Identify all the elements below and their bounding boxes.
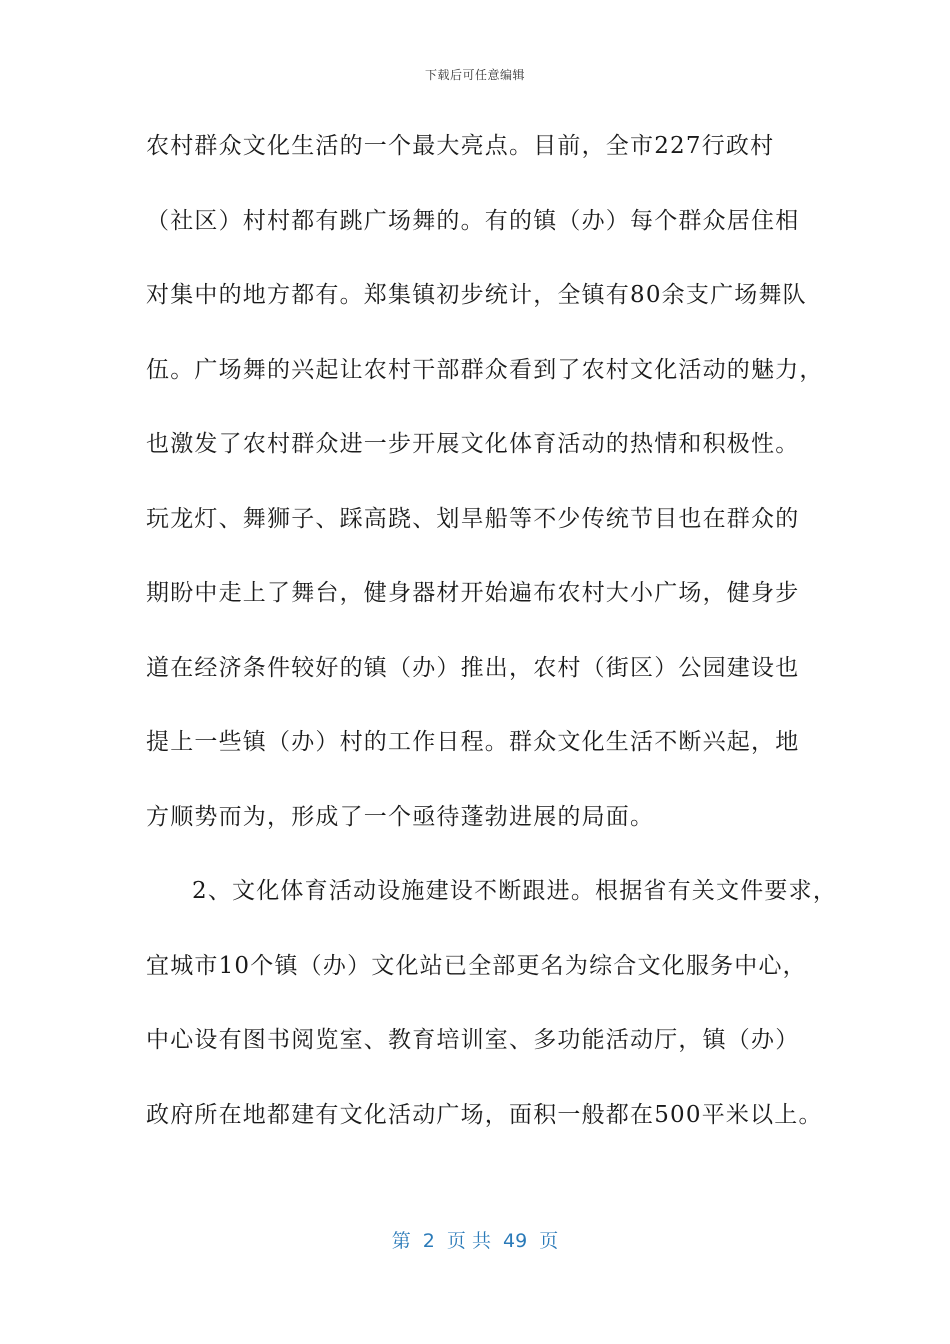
- text-line: 期盼中走上了舞台，健身器材开始遍布农村大小广场，健身步: [146, 580, 800, 606]
- text-line: 也激发了农村群众进一步开展文化体育活动的热情和积极性。: [146, 431, 800, 457]
- text-line: 道在经济条件较好的镇（办）推出，农村（街区）公园建设也: [146, 654, 800, 681]
- text-line: 宜城市10个镇（办）文化站已全部更名为综合文化服务中心，: [146, 952, 807, 979]
- text-line: 伍。广场舞的兴起让农村干部群众看到了农村文化活动的魅力，: [146, 356, 824, 383]
- text-line: 玩龙灯、舞狮子、踩高跷、划旱船等不少传统节目也在群众的: [146, 505, 800, 532]
- text-line: 方顺势而为，形成了一个亟待蓬勃进展的局面。: [146, 803, 655, 830]
- text-line: 中心设有图书阅览室、教育培训室、多功能活动厅，镇（办）: [146, 1027, 800, 1053]
- text-line: （社区）村村都有跳广场舞的。有的镇（办）每个群众居住相: [146, 207, 800, 234]
- text-line: 农村群众文化生活的一个最大亮点。目前，全市227行政村: [146, 133, 775, 159]
- text-line: 对集中的地方都有。郑集镇初步统计，全镇有80余支广场舞队: [146, 282, 807, 308]
- text-line: 提上一些镇（办）村的工作日程。群众文化生活不断兴起，地: [146, 729, 800, 755]
- page-header-note: 下载后可任意编辑: [424, 68, 525, 82]
- page-number-footer: 第 2 页 共 49 页: [391, 1230, 559, 1252]
- paragraph-start-line: 2、文化体育活动设施建设不断跟进。根据省有关文件要求，: [192, 878, 838, 904]
- document-body: [146, 128, 836, 1171]
- text-line: 政府所在地都建有文化活动广场，面积一般都在500平米以上。: [146, 1101, 823, 1128]
